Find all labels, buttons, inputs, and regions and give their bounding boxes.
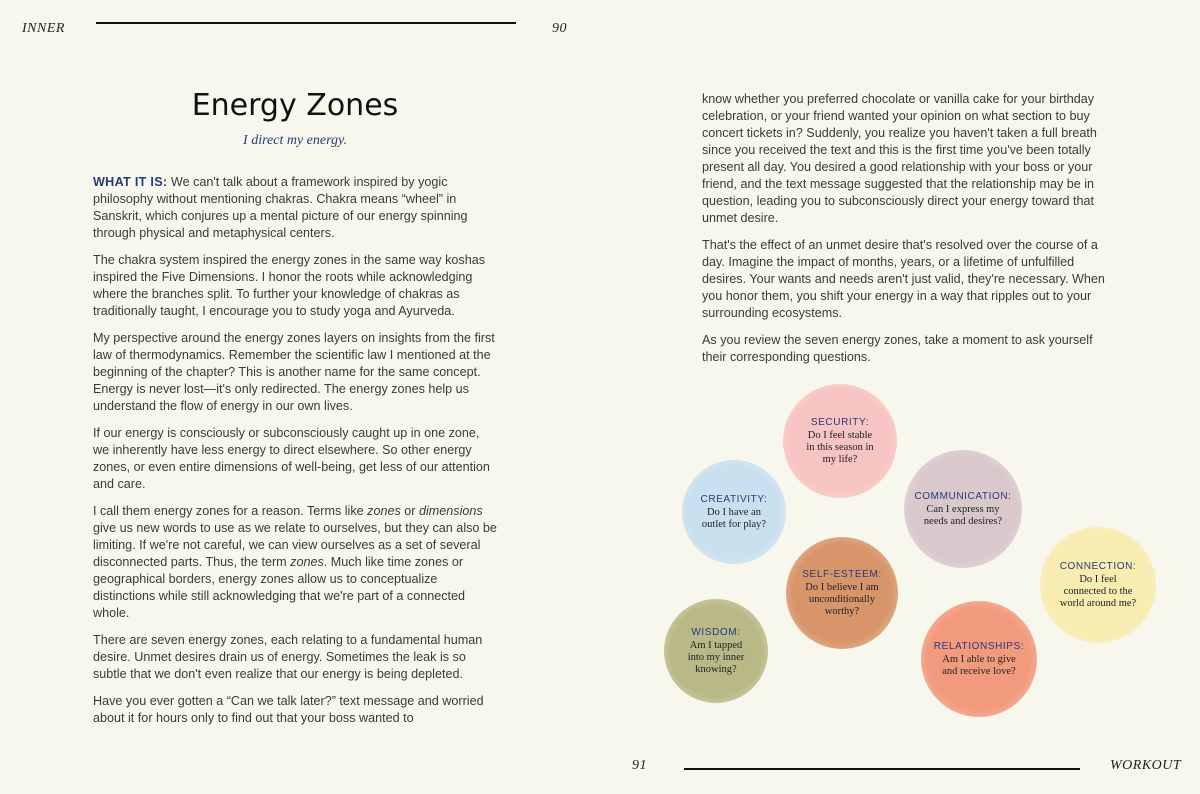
- zone-name: COMMUNICATION:: [914, 490, 1012, 502]
- text-run: or: [400, 504, 419, 518]
- paragraph-what-it-is: [93, 174, 499, 242]
- zone-circle-communication: [904, 450, 1022, 568]
- zone-question: Am I able to give and receive love?: [942, 653, 1016, 677]
- footer-rule: [684, 768, 1080, 770]
- zone-circle-security: [783, 384, 897, 498]
- page-title: Energy Zones: [191, 88, 399, 123]
- zone-question: Am I tapped into my inner knowing?: [687, 639, 745, 675]
- emphasis-dimensions: dimensions: [418, 504, 483, 518]
- zone-name: CREATIVITY:: [700, 493, 768, 505]
- paragraph-chakra-system: The chakra system inspired the energy zones in the same way koshas inspired the Five Dimensions. I honor the roots while acknowledging where the branches split. To further your knowledge of chakras as traditionally taught, I encourage you to study yoga and Ayurveda.: [93, 253, 485, 318]
- zone-question: Do I believe I am unconditionally worthy?: [805, 581, 879, 617]
- page-subtitle: I direct my energy.: [243, 133, 347, 148]
- lead-label: WHAT IT IS:: [93, 175, 168, 189]
- text-run: give us new words to use as we relate to ourselves, but they can also be limiting. If we're not careful, we can view ourselves as a set of several disconnected parts. Thus, the term: [93, 521, 497, 569]
- paragraph-birthday: know whether you preferred chocolate or vanilla cake for your birthday celebration, or your friend wanted your opinion on what section to buy concert tickets in? Suddenly, you realize you haven't taken a full breath since you received the text and this is the first time you've been totally present all day. You desired a good relationship with your boss or your friend, and the text message suggested that the relationship may be in question, leading you to subconsciously direct your energy toward that unmet desire.: [702, 92, 1097, 225]
- page-number-left: 90: [552, 21, 567, 36]
- zone-circle-connection: [1040, 527, 1156, 643]
- lead-text: We can't talk about a framework inspired by yogic philosophy without mentioning chakras. Chakra means “wheel” in Sanskrit, which conjures up a mental picture of our energy spinning through physical and metaphysical centers.: [93, 175, 468, 240]
- zone-question: Do I feel connected to the world around me?: [1059, 573, 1137, 609]
- zone-question: Do I feel stable in this season in my life?: [806, 429, 874, 465]
- zone-name: SELF-ESTEEM:: [802, 568, 882, 580]
- emphasis-zones: zones: [290, 555, 324, 569]
- zone-question: Do I have an outlet for play?: [701, 506, 767, 530]
- zone-name: CONNECTION:: [1059, 560, 1137, 572]
- zone-circle-self-esteem: [786, 537, 898, 649]
- left-column: [93, 174, 499, 737]
- paragraph-text-message: Have you ever gotten a “Can we talk later?” text message and worried about it for hours only to find out that your boss wanted to: [93, 694, 484, 725]
- running-footer-right: WORKOUT: [1110, 758, 1182, 773]
- paragraph-seven-zones: There are seven energy zones, each relating to a fundamental human desire. Unmet desires drain us of energy. Sometimes the leak is so subtle that we don't even realize that our energy is being depleted.: [93, 633, 483, 681]
- header-rule: [96, 22, 516, 24]
- zone-name: WISDOM:: [691, 626, 741, 638]
- right-column: [702, 91, 1108, 376]
- zone-circle-wisdom: [664, 599, 768, 703]
- zone-name: RELATIONSHIPS:: [933, 640, 1025, 652]
- zone-circle-creativity: [682, 460, 786, 564]
- paragraph-thermodynamics: My perspective around the energy zones layers on insights from the first law of thermodynamics. Remember the scientific law I mentioned at the beginning of the chapter? This is another name for the same concept. Energy is never lost—it's only redirected. The energy zones help us understand the flow of energy in our own lives.: [93, 331, 495, 413]
- paragraph-caught-up: If our energy is consciously or subconsciously caught up in one zone, we inherently have less energy to direct elsewhere. So other energy zones, or even entire dimensions of well-being, get less of our attention and care.: [93, 426, 490, 491]
- emphasis-zones: zones: [367, 504, 401, 518]
- zone-circle-relationships: [921, 601, 1037, 717]
- paragraph-review: As you review the seven energy zones, take a moment to ask yourself their corresponding questions.: [702, 333, 1093, 364]
- text-run: . Much like time zones or geographical borders, energy zones allow us to conceptualize distinctions while still acknowledging that we're part of a connected whole.: [93, 555, 466, 620]
- page-number-right: 91: [632, 758, 647, 773]
- zone-name: SECURITY:: [810, 416, 870, 428]
- text-run: I call them energy zones for a reason. Terms like: [93, 504, 368, 518]
- running-header-left: INNER: [22, 21, 65, 36]
- zone-question: Can I express my needs and desires?: [923, 503, 1003, 527]
- paragraph-unmet-desire: That's the effect of an unmet desire that's resolved over the course of a day. Imagine the impact of months, years, or a lifetime of unfulfilled desires. Your wants and needs aren't just valid, they're necessary. When you honor them, you shift your energy in a way that ripples out to your surrounding ecosystems.: [702, 238, 1105, 320]
- paragraph-zones-reason: [93, 503, 499, 622]
